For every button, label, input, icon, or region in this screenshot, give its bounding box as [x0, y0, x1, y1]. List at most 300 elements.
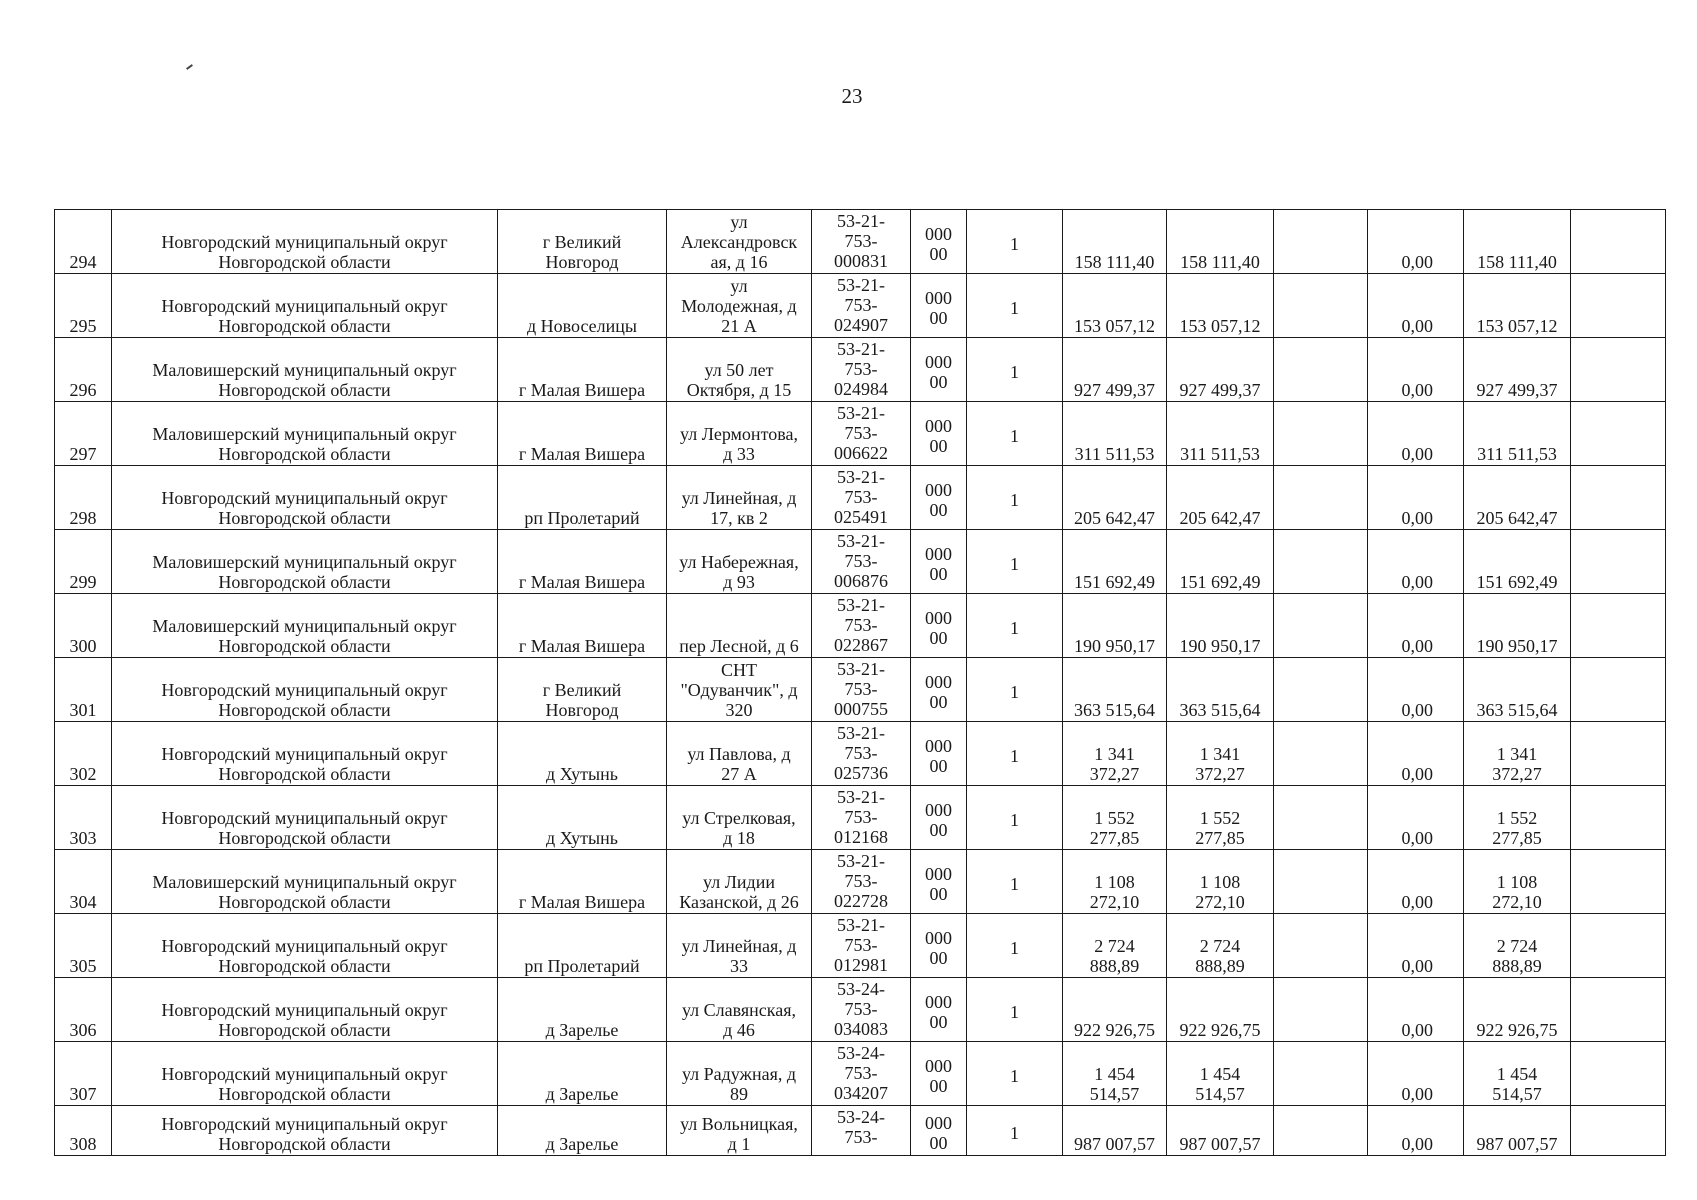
- municipality-text: Новгородский муниципальный округ Новгородской области: [161, 1000, 448, 1040]
- zero-amount-cell: [1368, 530, 1464, 594]
- address-text: ул Линейная, д 33: [681, 936, 797, 976]
- row-number-text: 299: [69, 572, 97, 592]
- amount-2-cell: [1167, 786, 1274, 850]
- address-cell: [667, 274, 812, 338]
- address-cell: [667, 594, 812, 658]
- cadastral-number-text: 53-21- 753- 006876: [834, 531, 888, 591]
- zero-amount-text: 0,00: [1401, 380, 1433, 400]
- empty-cell: [1571, 402, 1666, 466]
- total-text: 190 950,17: [1476, 636, 1558, 656]
- row-number-text: 304: [69, 892, 97, 912]
- empty-cell: [1274, 1042, 1368, 1106]
- quantity-text: 1: [1010, 618, 1019, 638]
- address-text: ул Набережная, д 93: [679, 552, 799, 592]
- zero-amount-text: 0,00: [1401, 764, 1433, 784]
- zero-amount-cell: [1368, 978, 1464, 1042]
- address-cell: [667, 914, 812, 978]
- amount-cell: [1063, 850, 1167, 914]
- cadastral-number-cell: [812, 530, 911, 594]
- empty-cell: [1274, 850, 1368, 914]
- code-text: 000 00: [925, 608, 952, 648]
- amount-text: 2 724 888,89: [1089, 936, 1140, 976]
- settlement-cell: [498, 594, 667, 658]
- cadastral-number-text: 53-21- 753- 022867: [834, 595, 888, 655]
- amount-2-cell: [1167, 1106, 1274, 1156]
- code-text: 000 00: [925, 1056, 952, 1096]
- total-text: 922 926,75: [1476, 1020, 1558, 1040]
- amount-cell: [1063, 914, 1167, 978]
- empty-cell: [1571, 978, 1666, 1042]
- code-text: 000 00: [925, 736, 952, 776]
- amount-2-text: 205 642,47: [1179, 508, 1261, 528]
- quantity-cell: [967, 1042, 1063, 1106]
- cadastral-number-cell: [812, 338, 911, 402]
- quantity-text: 1: [1010, 810, 1019, 830]
- cadastral-number-cell: [812, 658, 911, 722]
- total-cell: [1464, 530, 1571, 594]
- total-text: 1 108 272,10: [1492, 872, 1542, 912]
- settlement-text: рп Пролетарий: [524, 508, 640, 528]
- settlement-text: д Зарелье: [545, 1084, 619, 1104]
- cadastral-number-text: 53-24- 753-: [837, 1107, 885, 1147]
- cadastral-number-cell: [812, 210, 911, 274]
- cadastral-number-cell: [812, 402, 911, 466]
- row-number-text: 297: [69, 444, 97, 464]
- address-text: ул Стрелковая, д 18: [682, 808, 796, 848]
- empty-cell: [1274, 210, 1368, 274]
- code-text: 000 00: [925, 288, 952, 328]
- total-cell: [1464, 1106, 1571, 1156]
- amount-2-text: 363 515,64: [1179, 700, 1261, 720]
- amount-text: 151 692,49: [1074, 572, 1155, 592]
- code-text: 000 00: [925, 800, 952, 840]
- code-cell: [911, 658, 967, 722]
- row-number-cell: [55, 210, 112, 274]
- data-table: [54, 209, 1666, 1156]
- total-text: 987 007,57: [1476, 1134, 1558, 1154]
- settlement-text: г Малая Вишера: [518, 380, 646, 400]
- row-number-text: 296: [69, 380, 97, 400]
- amount-cell: [1063, 594, 1167, 658]
- empty-cell: [1571, 466, 1666, 530]
- quantity-text: 1: [1010, 490, 1019, 510]
- amount-cell: [1063, 1042, 1167, 1106]
- amount-cell: [1063, 786, 1167, 850]
- zero-amount-text: 0,00: [1401, 1020, 1433, 1040]
- address-text: ул Линейная, д 17, кв 2: [681, 488, 797, 528]
- code-text: 000 00: [925, 224, 952, 264]
- amount-text: 1 454 514,57: [1089, 1064, 1140, 1104]
- amount-2-text: 1 341 372,27: [1195, 744, 1245, 784]
- cadastral-number-cell: [812, 978, 911, 1042]
- empty-cell: [1274, 914, 1368, 978]
- quantity-text: 1: [1010, 874, 1019, 894]
- address-cell: [667, 402, 812, 466]
- amount-cell: [1063, 530, 1167, 594]
- row-number-text: 308: [69, 1134, 97, 1154]
- amount-2-text: 1 454 514,57: [1195, 1064, 1245, 1104]
- quantity-cell: [967, 530, 1063, 594]
- empty-cell: [1571, 658, 1666, 722]
- code-text: 000 00: [925, 1113, 952, 1153]
- municipality-text: Новгородский муниципальный округ Новгородской области: [161, 296, 448, 336]
- total-text: 2 724 888,89: [1492, 936, 1542, 976]
- settlement-text: г Малая Вишера: [518, 636, 646, 656]
- empty-cell: [1274, 466, 1368, 530]
- row-number-cell: [55, 402, 112, 466]
- zero-amount-cell: [1368, 594, 1464, 658]
- settlement-cell: [498, 658, 667, 722]
- cadastral-number-text: 53-24- 753- 034207: [834, 1043, 888, 1103]
- address-cell: [667, 722, 812, 786]
- settlement-cell: [498, 978, 667, 1042]
- amount-cell: [1063, 338, 1167, 402]
- address-text: ул Славянская, д 46: [681, 1000, 797, 1040]
- cadastral-number-cell: [812, 1106, 911, 1156]
- settlement-cell: [498, 210, 667, 274]
- row-number-cell: [55, 338, 112, 402]
- municipality-cell: [112, 786, 498, 850]
- settlement-text: г Малая Вишера: [518, 572, 646, 592]
- total-cell: [1464, 210, 1571, 274]
- total-cell: [1464, 338, 1571, 402]
- page-number: 23: [841, 84, 863, 108]
- row-number-text: 305: [69, 956, 97, 976]
- quantity-cell: [967, 914, 1063, 978]
- quantity-text: 1: [1010, 298, 1019, 318]
- row-number-cell: [55, 274, 112, 338]
- amount-text: 158 111,40: [1074, 252, 1155, 272]
- address-text: СНТ "Одуванчик", д 320: [680, 660, 798, 720]
- amount-text: 1 108 272,10: [1089, 872, 1140, 912]
- cadastral-number-cell: [812, 786, 911, 850]
- municipality-cell: [112, 530, 498, 594]
- settlement-text: д Зарелье: [545, 1020, 619, 1040]
- code-text: 000 00: [925, 928, 952, 968]
- settlement-cell: [498, 402, 667, 466]
- row-number-cell: [55, 1042, 112, 1106]
- quantity-cell: [967, 850, 1063, 914]
- code-text: 000 00: [925, 672, 952, 712]
- empty-cell: [1571, 914, 1666, 978]
- municipality-cell: [112, 274, 498, 338]
- amount-2-cell: [1167, 402, 1274, 466]
- row-number-cell: [55, 530, 112, 594]
- empty-cell: [1571, 722, 1666, 786]
- zero-amount-cell: [1368, 1106, 1464, 1156]
- amount-2-text: 987 007,57: [1179, 1134, 1261, 1154]
- amount-2-cell: [1167, 210, 1274, 274]
- amount-text: 153 057,12: [1074, 316, 1155, 336]
- row-number-text: 307: [69, 1084, 97, 1104]
- amount-2-cell: [1167, 274, 1274, 338]
- address-text: пер Лесной, д 6: [679, 636, 799, 656]
- amount-text: 922 926,75: [1074, 1020, 1155, 1040]
- settlement-cell: [498, 1106, 667, 1156]
- cadastral-number-text: 53-21- 753- 022728: [834, 851, 888, 911]
- code-cell: [911, 210, 967, 274]
- municipality-cell: [112, 210, 498, 274]
- municipality-cell: [112, 1106, 498, 1156]
- municipality-text: Маловишерский муниципальный округ Новгородской области: [152, 360, 457, 400]
- empty-cell: [1274, 658, 1368, 722]
- zero-amount-cell: [1368, 850, 1464, 914]
- zero-amount-text: 0,00: [1401, 636, 1433, 656]
- settlement-cell: [498, 338, 667, 402]
- row-number-text: 301: [69, 700, 97, 720]
- municipality-cell: [112, 1042, 498, 1106]
- settlement-text: д Хутынь: [546, 764, 618, 784]
- total-text: 363 515,64: [1476, 700, 1558, 720]
- code-text: 000 00: [925, 480, 952, 520]
- settlement-text: г Великий Новгород: [542, 680, 622, 720]
- quantity-cell: [967, 1106, 1063, 1156]
- settlement-cell: [498, 914, 667, 978]
- municipality-text: Маловишерский муниципальный округ Новгородской области: [152, 616, 457, 656]
- address-cell: [667, 1042, 812, 1106]
- empty-cell: [1571, 1106, 1666, 1156]
- settlement-text: г Малая Вишера: [518, 444, 646, 464]
- zero-amount-text: 0,00: [1401, 892, 1433, 912]
- address-cell: [667, 1106, 812, 1156]
- cadastral-number-cell: [812, 722, 911, 786]
- empty-cell: [1571, 210, 1666, 274]
- municipality-cell: [112, 850, 498, 914]
- amount-2-cell: [1167, 658, 1274, 722]
- zero-amount-text: 0,00: [1401, 828, 1433, 848]
- empty-cell: [1571, 338, 1666, 402]
- settlement-cell: [498, 274, 667, 338]
- zero-amount-cell: [1368, 1042, 1464, 1106]
- amount-2-cell: [1167, 850, 1274, 914]
- total-cell: [1464, 594, 1571, 658]
- amount-2-cell: [1167, 466, 1274, 530]
- row-number-cell: [55, 658, 112, 722]
- empty-cell: [1274, 722, 1368, 786]
- code-cell: [911, 978, 967, 1042]
- zero-amount-cell: [1368, 658, 1464, 722]
- total-cell: [1464, 914, 1571, 978]
- zero-amount-cell: [1368, 466, 1464, 530]
- municipality-cell: [112, 658, 498, 722]
- zero-amount-cell: [1368, 914, 1464, 978]
- total-cell: [1464, 274, 1571, 338]
- total-text: 927 499,37: [1476, 380, 1558, 400]
- zero-amount-cell: [1368, 274, 1464, 338]
- amount-text: 927 499,37: [1074, 380, 1155, 400]
- code-cell: [911, 530, 967, 594]
- municipality-text: Новгородский муниципальный округ Новгородской области: [161, 488, 448, 528]
- empty-cell: [1571, 786, 1666, 850]
- amount-cell: [1063, 274, 1167, 338]
- address-cell: [667, 658, 812, 722]
- amount-2-cell: [1167, 722, 1274, 786]
- amount-2-text: 158 111,40: [1180, 252, 1260, 272]
- amount-cell: [1063, 722, 1167, 786]
- code-text: 000 00: [925, 416, 952, 456]
- address-text: ул Радужная, д 89: [681, 1064, 797, 1104]
- amount-2-cell: [1167, 914, 1274, 978]
- amount-2-text: 1 552 277,85: [1195, 808, 1245, 848]
- zero-amount-cell: [1368, 402, 1464, 466]
- amount-cell: [1063, 402, 1167, 466]
- zero-amount-text: 0,00: [1401, 444, 1433, 464]
- code-cell: [911, 914, 967, 978]
- cadastral-number-text: 53-21- 753- 025491: [834, 467, 888, 527]
- row-number-text: 303: [69, 828, 97, 848]
- empty-cell: [1571, 530, 1666, 594]
- zero-amount-text: 0,00: [1401, 508, 1433, 528]
- settlement-text: д Хутынь: [546, 828, 618, 848]
- quantity-text: 1: [1010, 682, 1019, 702]
- amount-2-cell: [1167, 338, 1274, 402]
- cadastral-number-text: 53-21- 753- 006622: [834, 403, 888, 463]
- municipality-cell: [112, 722, 498, 786]
- address-cell: [667, 338, 812, 402]
- quantity-text: 1: [1010, 1002, 1019, 1022]
- municipality-cell: [112, 402, 498, 466]
- row-number-cell: [55, 786, 112, 850]
- quantity-text: 1: [1010, 1066, 1019, 1086]
- empty-cell: [1274, 274, 1368, 338]
- settlement-cell: [498, 1042, 667, 1106]
- row-number-text: 302: [69, 764, 97, 784]
- cadastral-number-cell: [812, 274, 911, 338]
- zero-amount-cell: [1368, 786, 1464, 850]
- total-text: 151 692,49: [1476, 572, 1558, 592]
- empty-cell: [1571, 850, 1666, 914]
- address-text: ул Молодежная, д 21 А: [681, 276, 797, 336]
- quantity-cell: [967, 978, 1063, 1042]
- row-number-text: 295: [69, 316, 97, 336]
- cadastral-number-cell: [812, 914, 911, 978]
- zero-amount-text: 0,00: [1401, 316, 1433, 336]
- quantity-text: 1: [1010, 1123, 1019, 1143]
- code-cell: [911, 466, 967, 530]
- total-cell: [1464, 722, 1571, 786]
- amount-text: 1 341 372,27: [1089, 744, 1140, 784]
- amount-2-cell: [1167, 978, 1274, 1042]
- address-cell: [667, 466, 812, 530]
- quantity-cell: [967, 466, 1063, 530]
- amount-2-text: 927 499,37: [1179, 380, 1261, 400]
- amount-cell: [1063, 978, 1167, 1042]
- address-text: ул Вольницкая, д 1: [680, 1114, 798, 1154]
- municipality-text: Новгородский муниципальный округ Новгородской области: [161, 808, 448, 848]
- empty-cell: [1274, 978, 1368, 1042]
- municipality-text: Маловишерский муниципальный округ Новгородской области: [152, 872, 457, 912]
- settlement-text: д Новоселицы: [526, 316, 638, 336]
- amount-2-cell: [1167, 530, 1274, 594]
- quantity-text: 1: [1010, 746, 1019, 766]
- empty-cell: [1274, 1106, 1368, 1156]
- municipality-text: Новгородский муниципальный округ Новгородской области: [161, 232, 448, 272]
- quantity-cell: [967, 786, 1063, 850]
- row-number-cell: [55, 466, 112, 530]
- address-cell: [667, 850, 812, 914]
- zero-amount-cell: [1368, 210, 1464, 274]
- cadastral-number-cell: [812, 466, 911, 530]
- row-number-cell: [55, 978, 112, 1042]
- municipality-text: Новгородский муниципальный округ Новгородской области: [161, 1114, 448, 1154]
- total-cell: [1464, 978, 1571, 1042]
- code-text: 000 00: [925, 352, 952, 392]
- address-text: ул Лидии Казанской, д 26: [679, 872, 799, 912]
- amount-2-text: 190 950,17: [1179, 636, 1261, 656]
- municipality-cell: [112, 978, 498, 1042]
- empty-cell: [1571, 1042, 1666, 1106]
- total-cell: [1464, 850, 1571, 914]
- cadastral-number-cell: [812, 594, 911, 658]
- amount-text: 1 552 277,85: [1089, 808, 1140, 848]
- amount-2-text: 153 057,12: [1179, 316, 1261, 336]
- cadastral-number-text: 53-21- 753- 012981: [834, 915, 888, 975]
- quantity-cell: [967, 210, 1063, 274]
- municipality-text: Новгородский муниципальный округ Новгородской области: [161, 680, 448, 720]
- cadastral-number-text: 53-21- 753- 024984: [834, 339, 888, 399]
- quantity-cell: [967, 338, 1063, 402]
- zero-amount-text: 0,00: [1401, 956, 1433, 976]
- code-cell: [911, 850, 967, 914]
- municipality-text: Новгородский муниципальный округ Новгородской области: [161, 1064, 448, 1104]
- settlement-cell: [498, 850, 667, 914]
- zero-amount-text: 0,00: [1401, 1134, 1433, 1154]
- code-cell: [911, 338, 967, 402]
- address-cell: [667, 210, 812, 274]
- amount-2-cell: [1167, 1042, 1274, 1106]
- code-text: 000 00: [925, 864, 952, 904]
- code-cell: [911, 786, 967, 850]
- row-number-cell: [55, 850, 112, 914]
- quantity-text: 1: [1010, 234, 1019, 254]
- empty-cell: [1274, 594, 1368, 658]
- address-text: ул Лермонтова, д 33: [680, 424, 798, 464]
- zero-amount-text: 0,00: [1401, 572, 1433, 592]
- total-text: 1 454 514,57: [1492, 1064, 1542, 1104]
- code-cell: [911, 722, 967, 786]
- total-text: 1 341 372,27: [1492, 744, 1542, 784]
- quantity-cell: [967, 594, 1063, 658]
- amount-text: 205 642,47: [1074, 508, 1155, 528]
- amount-text: 987 007,57: [1074, 1134, 1155, 1154]
- total-cell: [1464, 786, 1571, 850]
- municipality-text: Маловишерский муниципальный округ Новгородской области: [152, 552, 457, 592]
- quantity-cell: [967, 402, 1063, 466]
- cadastral-number-text: 53-21- 753- 000755: [834, 659, 888, 719]
- zero-amount-cell: [1368, 338, 1464, 402]
- municipality-cell: [112, 914, 498, 978]
- amount-2-text: 2 724 888,89: [1195, 936, 1245, 976]
- cadastral-number-text: 53-21- 753- 000831: [834, 211, 888, 271]
- code-cell: [911, 274, 967, 338]
- quantity-text: 1: [1010, 938, 1019, 958]
- municipality-text: Маловишерский муниципальный округ Новгородской области: [152, 424, 457, 464]
- cadastral-number-cell: [812, 850, 911, 914]
- amount-text: 311 511,53: [1074, 444, 1155, 464]
- total-cell: [1464, 466, 1571, 530]
- row-number-text: 294: [69, 252, 97, 272]
- settlement-text: рп Пролетарий: [524, 956, 640, 976]
- cadastral-number-text: 53-21- 753- 024907: [834, 275, 888, 335]
- total-text: 158 111,40: [1477, 252, 1557, 272]
- empty-cell: [1274, 786, 1368, 850]
- quantity-text: 1: [1010, 426, 1019, 446]
- address-text: ул 50 лет Октября, д 15: [686, 360, 792, 400]
- empty-cell: [1571, 274, 1666, 338]
- zero-amount-text: 0,00: [1401, 252, 1433, 272]
- amount-cell: [1063, 1106, 1167, 1156]
- total-cell: [1464, 658, 1571, 722]
